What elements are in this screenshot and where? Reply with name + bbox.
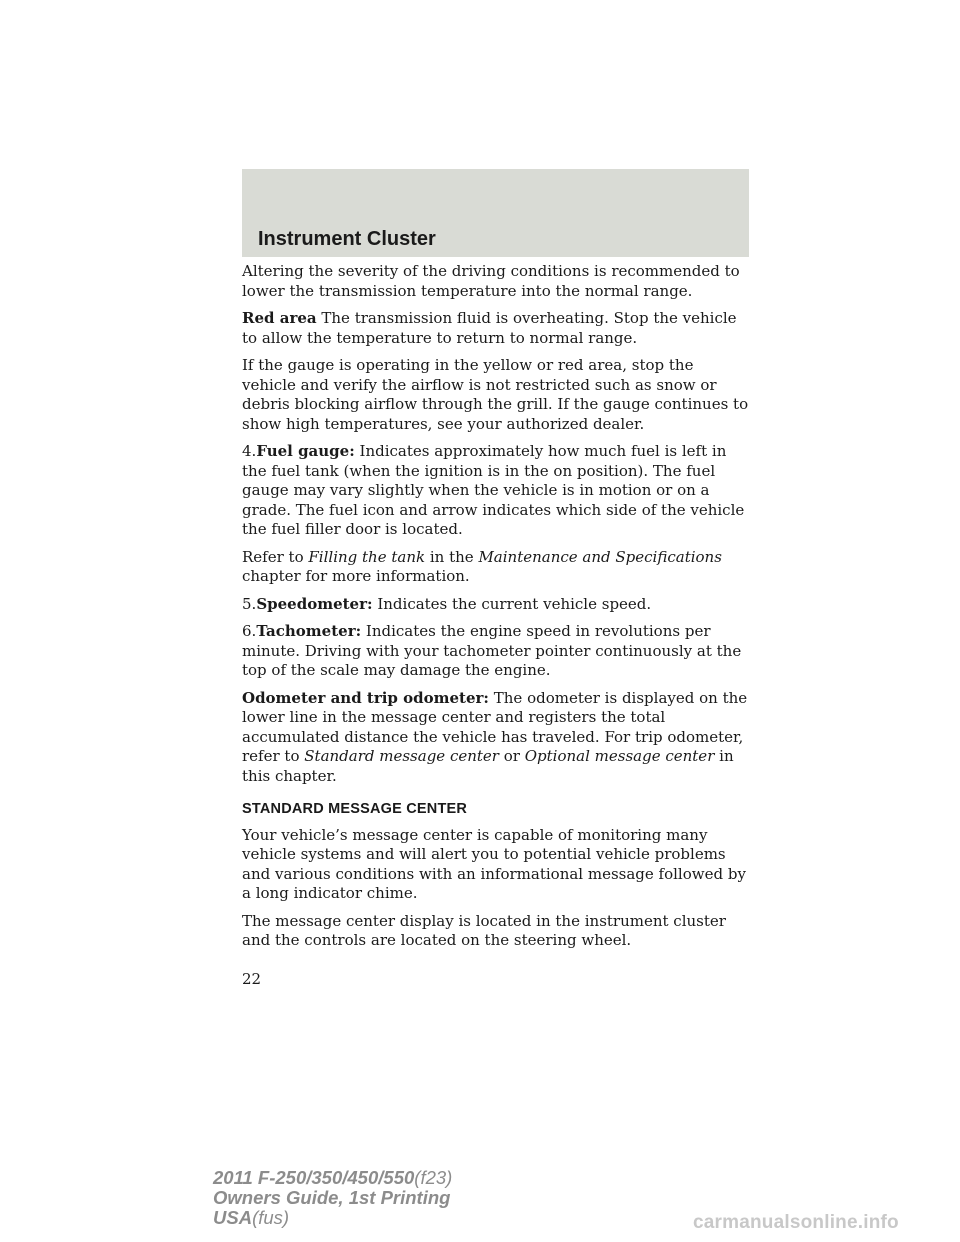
footer-region-code: (fus) [252, 1207, 290, 1228]
section-heading: STANDARD MESSAGE CENTER [242, 801, 468, 817]
term-label: Fuel gauge: [256, 442, 355, 460]
cross-reference: Maintenance and Specifications [478, 547, 722, 566]
term-text: Indicates the engine speed in revolutions per minute. Driving with your tachometer pointer continuously at the top of the scale may damage the engine. [242, 622, 742, 679]
text: in the [429, 547, 474, 566]
paragraph-reference [242, 548, 752, 587]
paragraph-tachometer [242, 622, 752, 681]
text: or [503, 747, 520, 765]
paragraph-red-area [242, 309, 752, 348]
cross-reference: Standard message center [304, 747, 499, 765]
paragraph-odometer [242, 689, 752, 787]
term-label: Red area [242, 309, 317, 327]
term-text: Indicates approximately how much fuel is left in the fuel tank (when the ignition is in the on position). The fuel gauge may vary slightly when the vehicle is in motion or on a grade. The fuel icon and arrow indicates which side of the vehicle the fuel filler door is located. [242, 442, 745, 538]
paragraph: Your vehicle’s message center is capable of monitoring many vehicle systems and will alert you to potential vehicle problems and various conditions with an informational message followed by a long indicator chime. [242, 825, 746, 902]
item-number: 6. [242, 622, 257, 640]
item-number: 4. [242, 442, 257, 460]
watermark: carmanualsonline.info [693, 1212, 899, 1233]
text: Refer to [242, 547, 304, 566]
footer-code: (f23) [414, 1167, 453, 1188]
term-text: The transmission fluid is overheating. Stop the vehicle to allow the temperature to return to normal range. [242, 309, 737, 347]
footer-edition: Owners Guide, 1st Printing [213, 1187, 451, 1208]
paragraph-fuel-gauge [242, 442, 752, 540]
term-label: Odometer and trip odometer: [242, 688, 489, 707]
text: in this chapter. [242, 747, 734, 785]
page-number: 22 [242, 970, 262, 988]
page-body [242, 262, 752, 959]
paragraph-speedometer [242, 595, 752, 615]
paragraph: If the gauge is operating in the yellow or red area, stop the vehicle and verify the airflow is not restricted such as snow or debris blocking airflow through the grill. If the gauge continues to show high temperatures, see your authorized dealer. [242, 356, 749, 433]
cross-reference: Filling the tank [308, 547, 426, 566]
paragraph: The message center display is located in the instrument cluster and the controls are located on the steering wheel. [242, 911, 726, 949]
term-label: Speedometer: [256, 594, 373, 613]
term-text: The odometer is displayed on the lower line in the message center and registers the total accumulated distance the vehicle has traveled. For trip odometer, refer to [242, 688, 748, 765]
term-text: Indicates the current vehicle speed. [377, 594, 652, 613]
term-label: Tachometer: [256, 622, 362, 640]
paragraph: Altering the severity of the driving conditions is recommended to lower the transmission temperature into the normal range. [242, 262, 740, 300]
chapter-header-band [242, 169, 749, 257]
chapter-title: Instrument Cluster [258, 228, 436, 250]
item-number: 5. [242, 594, 257, 613]
cross-reference: Optional message center [524, 747, 715, 765]
footer-model: 2011 F-250/350/450/550 [213, 1167, 415, 1188]
text: chapter for more information. [242, 567, 470, 585]
print-footer [213, 1168, 452, 1228]
footer-region: USA [213, 1207, 253, 1228]
